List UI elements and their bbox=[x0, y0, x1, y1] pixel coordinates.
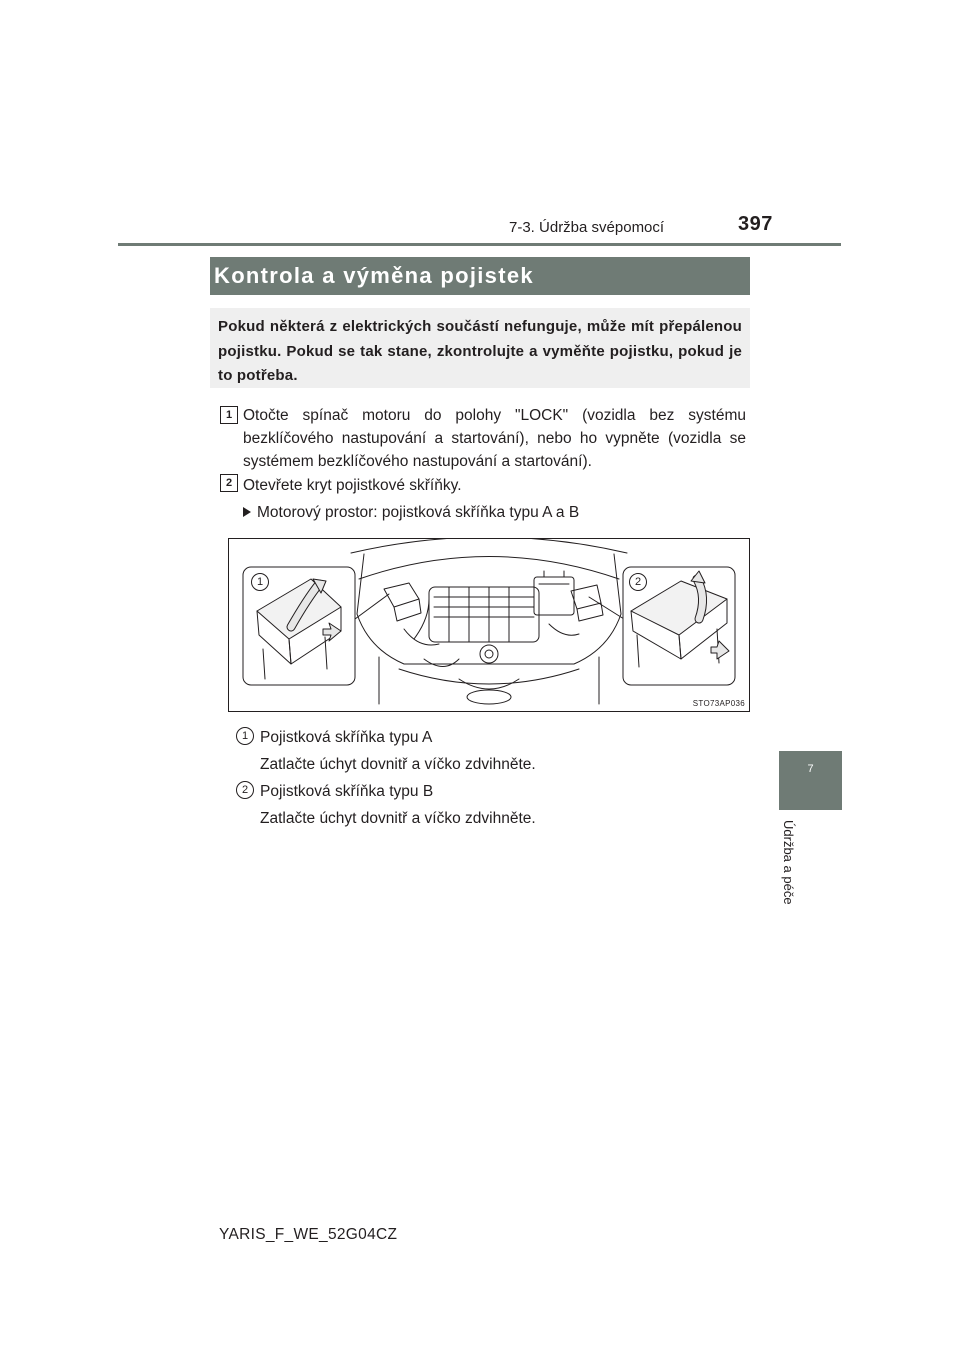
sub-heading-text: Motorový prostor: pojistková skříňka typu A a B bbox=[257, 504, 580, 521]
section-label: 7-3. Údržba svépomocí bbox=[509, 219, 665, 236]
chapter-tab: 7 bbox=[779, 751, 842, 810]
engine-bay-illustration bbox=[228, 538, 750, 712]
legend-number: 2 bbox=[236, 781, 254, 799]
header-divider bbox=[118, 243, 841, 246]
legend-title: Pojistková skříňka typu B bbox=[260, 783, 434, 800]
chapter-title bbox=[777, 820, 807, 940]
legend-number: 1 bbox=[236, 727, 254, 745]
engine-bay-drawing bbox=[229, 539, 749, 711]
step-text: Otevřete kryt pojistkové skříňky. bbox=[243, 477, 462, 494]
step-badge: 2 bbox=[220, 474, 238, 492]
legend-description: Zatlačte úchyt dovnitř a víčko zdvihněte. bbox=[260, 810, 536, 827]
triangle-bullet-icon bbox=[243, 507, 251, 517]
figure-code: STO73AP036 bbox=[692, 699, 745, 708]
legend-description: Zatlačte úchyt dovnitř a víčko zdvihněte. bbox=[260, 756, 536, 773]
sub-heading bbox=[243, 503, 579, 523]
footer-code: YARIS_F_WE_52G04CZ bbox=[219, 1226, 398, 1243]
step-badge: 1 bbox=[220, 406, 238, 424]
chapter-title-text: Údržba a péče bbox=[781, 820, 796, 905]
page-title: Kontrola a výměna pojistek bbox=[210, 257, 750, 295]
legend-title: Pojistková skříňka typu A bbox=[260, 729, 433, 746]
page-number: 397 bbox=[738, 213, 773, 235]
intro-box: Pokud některá z elektrických součástí nefunguje, může mít přepálenou pojistku. Pokud se tak stane, zkontrolujte a vyměňte pojistku, pokud je to potřeba. bbox=[210, 308, 750, 388]
figure-callout-1: 1 bbox=[251, 573, 269, 591]
figure-callout-2: 2 bbox=[629, 573, 647, 591]
step-text: Otočte spínač motoru do polohy "LOCK" (vozidla bez systému bezklíčového nastupování a startování), nebo ho vypněte (vozidla se systémem bezklíčového nastupování a startování). bbox=[243, 407, 746, 470]
